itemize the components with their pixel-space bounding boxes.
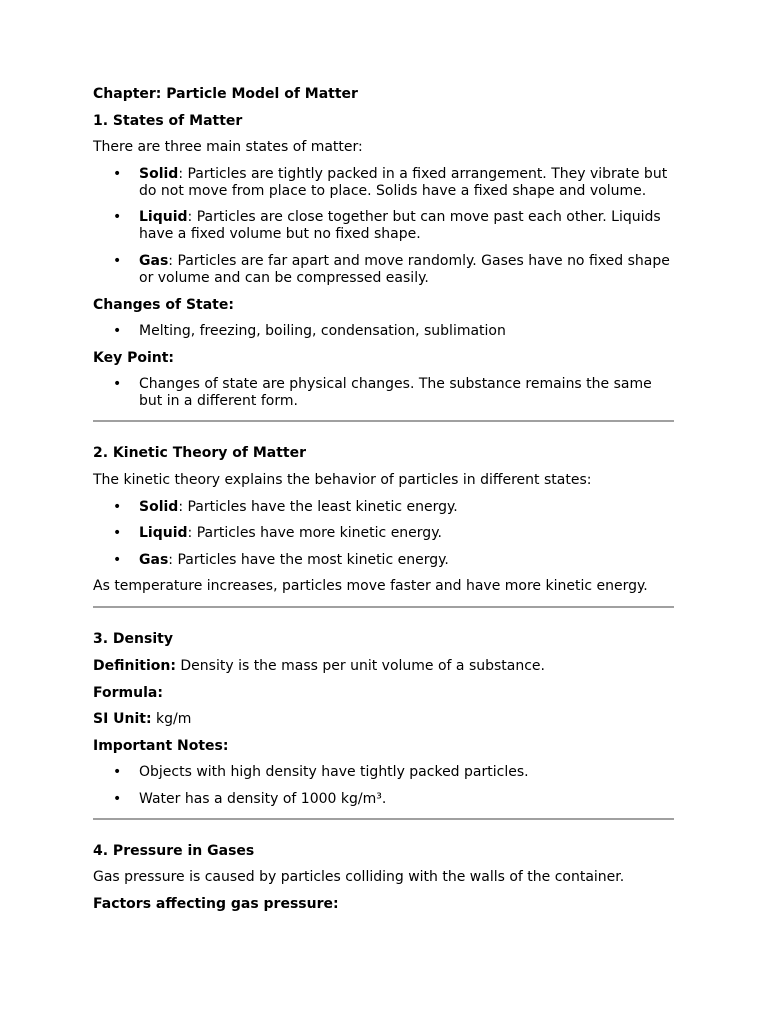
- section-1-heading: 1. States of Matter: [93, 112, 243, 129]
- list-item: [93, 209, 674, 243]
- factors-heading: Factors affecting gas pressure:: [93, 896, 339, 913]
- notes-list: [93, 764, 674, 808]
- bullet-icon: •: [113, 498, 122, 515]
- term-gas-text: : Particles are far apart and move randomly. Gases have no fixed shape or volume and can be compressed easily.: [139, 252, 670, 286]
- chapter-title: Chapter: Particle Model of Matter: [93, 86, 358, 102]
- changes-text: Melting, freezing, boiling, condensation, sublimation: [139, 323, 506, 340]
- list-item: [93, 764, 674, 781]
- term-gas: Gas: [139, 551, 169, 568]
- section-2-outro: As temperature increases, particles move faster and have more kinetic energy.: [93, 578, 648, 595]
- term-solid: Solid: [139, 165, 179, 182]
- bullet-icon: •: [113, 323, 122, 340]
- bullet-icon: •: [113, 376, 122, 393]
- states-list: [93, 166, 674, 287]
- list-item: [93, 253, 674, 287]
- term-liquid-text: : Particles are close together but can move past each other. Liquids have a fixed volume but no fixed shape.: [139, 209, 661, 243]
- si-unit-line: [93, 711, 674, 728]
- section-1-intro: There are three main states of matter:: [93, 139, 363, 156]
- bullet-icon: •: [113, 790, 122, 807]
- bullet-icon: •: [113, 165, 122, 182]
- term-liquid: Liquid: [139, 525, 188, 542]
- term-liquid: Liquid: [139, 209, 188, 226]
- changes-list: [93, 323, 674, 340]
- term-gas: Gas: [139, 252, 169, 269]
- divider: [93, 818, 674, 820]
- definition-line: [93, 658, 674, 675]
- note-text: Water has a density of 1000 kg/m³.: [139, 790, 387, 807]
- section-4-intro: Gas pressure is caused by particles colliding with the walls of the container.: [93, 869, 625, 886]
- term-gas-text: : Particles have the most kinetic energy.: [168, 551, 449, 568]
- si-unit-label: SI Unit:: [93, 711, 152, 728]
- bullet-icon: •: [113, 525, 122, 542]
- bullet-icon: •: [113, 209, 122, 226]
- keypoint-heading: Key Point:: [93, 349, 175, 366]
- list-item: [93, 166, 674, 200]
- bullet-icon: •: [113, 551, 122, 568]
- keypoint-list: [93, 376, 674, 410]
- bullet-icon: •: [113, 252, 122, 269]
- definition-text: Density is the mass per unit volume of a substance.: [175, 657, 545, 674]
- note-text: Objects with high density have tightly packed particles.: [139, 764, 529, 781]
- changes-heading: Changes of State:: [93, 296, 234, 313]
- divider: [93, 606, 674, 608]
- list-item: [93, 499, 674, 516]
- section-2-heading: 2. Kinetic Theory of Matter: [93, 445, 306, 462]
- term-liquid-text: : Particles have more kinetic energy.: [187, 525, 442, 542]
- keypoint-text: Changes of state are physical changes. The substance remains the same but in a different form.: [139, 376, 652, 410]
- list-item: [93, 323, 674, 340]
- term-solid: Solid: [139, 498, 179, 515]
- section-2-intro: The kinetic theory explains the behavior of particles in different states:: [93, 471, 592, 488]
- section-4-heading: 4. Pressure in Gases: [93, 842, 255, 859]
- list-item: [93, 376, 674, 410]
- term-solid-text: : Particles have the least kinetic energy.: [178, 498, 458, 515]
- section-3-heading: 3. Density: [93, 631, 173, 648]
- definition-label: Definition:: [93, 657, 176, 674]
- kinetic-list: [93, 499, 674, 569]
- list-item: [93, 552, 674, 569]
- si-unit-text: kg/m: [151, 711, 192, 728]
- list-item: [93, 525, 674, 542]
- term-solid-text: : Particles are tightly packed in a fixed arrangement. They vibrate but do not move from place to place. Solids have a fixed shape and volume.: [139, 165, 668, 199]
- bullet-icon: •: [113, 764, 122, 781]
- notes-heading: Important Notes:: [93, 737, 229, 754]
- formula-label: Formula:: [93, 684, 163, 701]
- divider: [93, 420, 674, 422]
- list-item: [93, 791, 674, 808]
